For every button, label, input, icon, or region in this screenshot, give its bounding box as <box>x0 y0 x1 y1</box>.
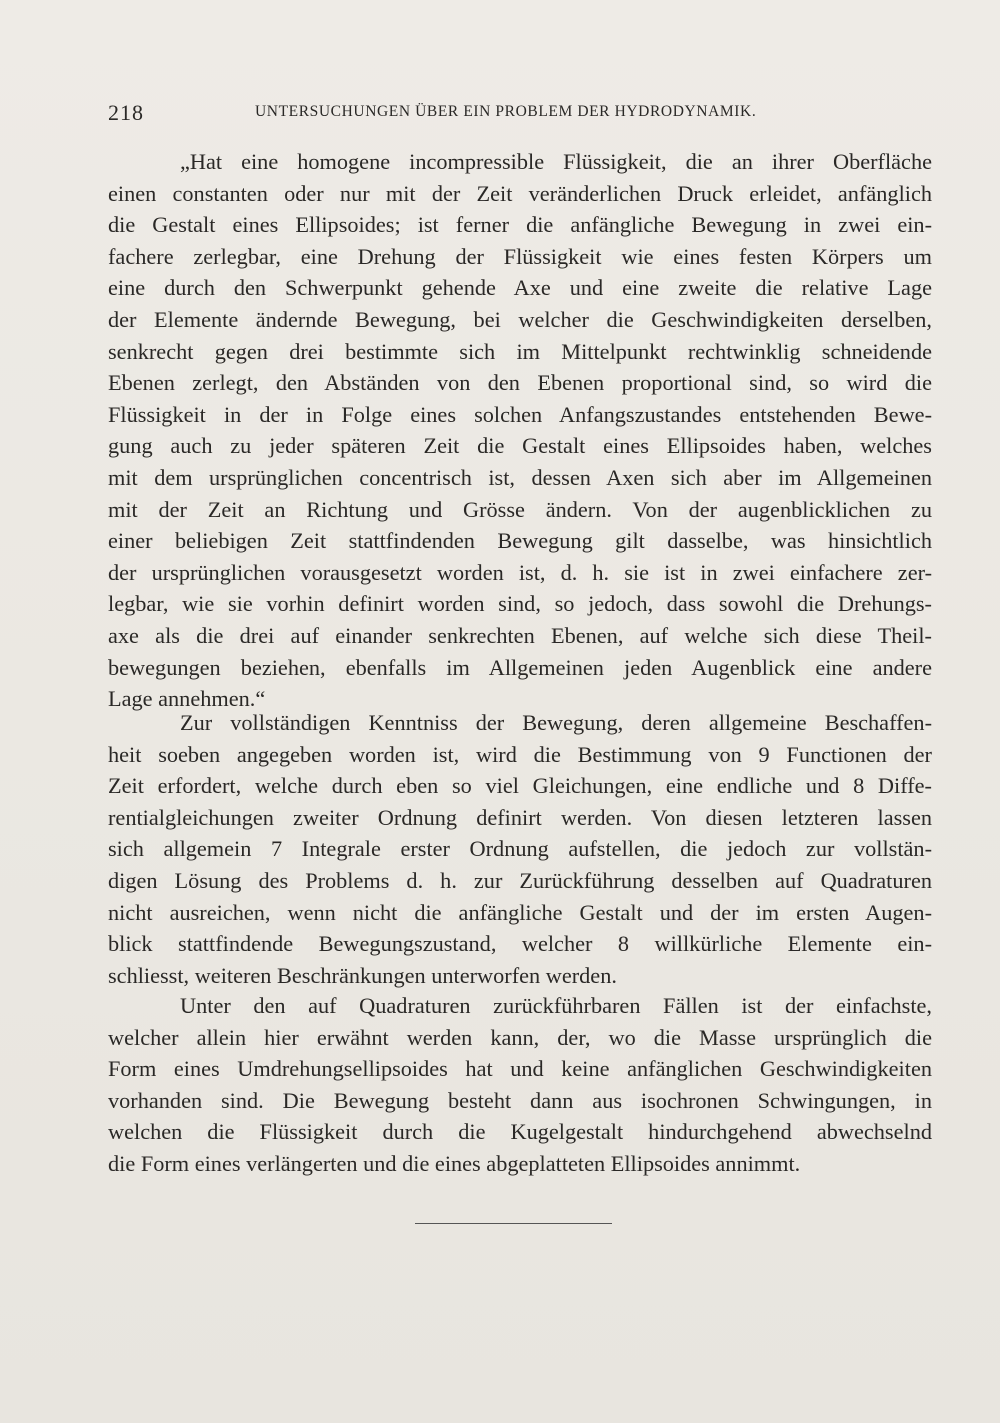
text-line: Lage annehmen.“ <box>108 686 266 712</box>
text-line: mit der Zeit an Richtung und Grösse ändern. Von der augenblicklichen zu <box>108 496 932 522</box>
closing-rule <box>415 1223 612 1224</box>
text-line: blick stattfindende Bewegungszustand, welcher 8 willkürliche Elemente ein- <box>108 931 932 957</box>
text-line: heit soeben angegeben worden ist, wird die Bestimmung von 9 Functionen der <box>108 741 932 767</box>
text-line: eine durch den Schwerpunkt gehende Axe und eine zweite die relative Lage <box>108 275 932 301</box>
text-line: rentialgleichungen zweiter Ordnung definirt werden. Von diesen letzteren lassen <box>108 804 932 830</box>
text-line: senkrecht gegen drei bestimmte sich im Mittelpunkt rechtwinklig schneidende <box>108 338 932 364</box>
text-line: Flüssigkeit in der in Folge eines solchen Anfangszustandes entstehenden Bewe- <box>108 401 932 427</box>
text-line: Unter den auf Quadraturen zurückführbaren Fällen ist der einfachste, <box>180 993 932 1018</box>
text-line: Zeit erfordert, welche durch eben so viel Gleichungen, eine endliche und 8 Diffe- <box>108 773 932 799</box>
text-line: axe als die drei auf einander senkrechten Ebenen, auf welche sich diese Theil- <box>108 622 932 648</box>
paragraph-kenntniss <box>108 707 932 991</box>
text-line: der ursprünglichen vorausgesetzt worden ist, d. h. sie ist in zwei einfachere zer- <box>108 559 932 585</box>
text-line: nicht ausreichen, wenn nicht die anfängliche Gestalt und der im ersten Augen- <box>108 899 932 925</box>
paragraph-quote <box>108 146 932 715</box>
text-line: Form eines Umdrehungsellipsoides hat und keine anfänglichen Geschwindigkeiten <box>108 1056 932 1082</box>
text-line: gung auch zu jeder späteren Zeit die Gestalt eines Ellipsoides haben, welches <box>108 433 932 459</box>
text-line: „Hat eine homogene incompressible Flüssigkeit, die an ihrer Oberfläche <box>180 149 932 174</box>
running-title: UNTERSUCHUNGEN ÜBER EIN PROBLEM DER HYDRODYNAMIK. <box>255 103 757 120</box>
text-line: vorhanden sind. Die Bewegung besteht dann aus isochronen Schwingungen, in <box>108 1087 932 1113</box>
text-line: bewegungen beziehen, ebenfalls im Allgemeinen jeden Augenblick eine andere <box>108 654 932 680</box>
text-line: die Form eines verlängerten und die eines abgeplatteten Ellipsoides annimmt. <box>108 1150 801 1176</box>
text-line: die Gestalt eines Ellipsoides; ist ferner die anfängliche Bewegung in zwei ein- <box>108 212 932 238</box>
text-line: welcher allein hier erwähnt werden kann, der, wo die Masse ursprünglich die <box>108 1024 932 1050</box>
page-number: 218 <box>108 100 144 125</box>
text-line: einer beliebigen Zeit stattfindenden Bewegung gilt dasselbe, was hinsichtlich <box>108 528 932 554</box>
text-line: fachere zerlegbar, eine Drehung der Flüssigkeit wie eines festen Körpers um <box>108 243 932 269</box>
text-line: sich allgemein 7 Integrale erster Ordnung aufstellen, die jedoch zur vollstän- <box>108 836 932 862</box>
running-head <box>108 100 938 130</box>
paragraph-quadraturen <box>108 990 932 1180</box>
text-line: mit dem ursprünglichen concentrisch ist, dessen Axen sich aber im Allgemeinen <box>108 464 932 490</box>
text-line: welchen die Flüssigkeit durch die Kugelgestalt hindurchgehend abwechselnd <box>108 1119 932 1145</box>
text-line: legbar, wie sie vorhin definirt worden sind, so jedoch, dass sowohl die Drehungs- <box>108 591 932 617</box>
text-line: der Elemente ändernde Bewegung, bei welcher die Geschwindigkeiten derselben, <box>108 306 932 332</box>
text-line: einen constanten oder nur mit der Zeit veränderlichen Druck erleidet, anfänglich <box>108 180 932 206</box>
text-line: Ebenen zerlegt, den Abständen von den Ebenen proportional sind, so wird die <box>108 370 932 396</box>
text-line: digen Lösung des Problems d. h. zur Zurückführung desselben auf Quadraturen <box>108 867 932 893</box>
text-line: Zur vollständigen Kenntniss der Bewegung, deren allgemeine Beschaffen- <box>180 710 932 735</box>
text-line: schliesst, weiteren Beschränkungen unterworfen werden. <box>108 962 617 988</box>
